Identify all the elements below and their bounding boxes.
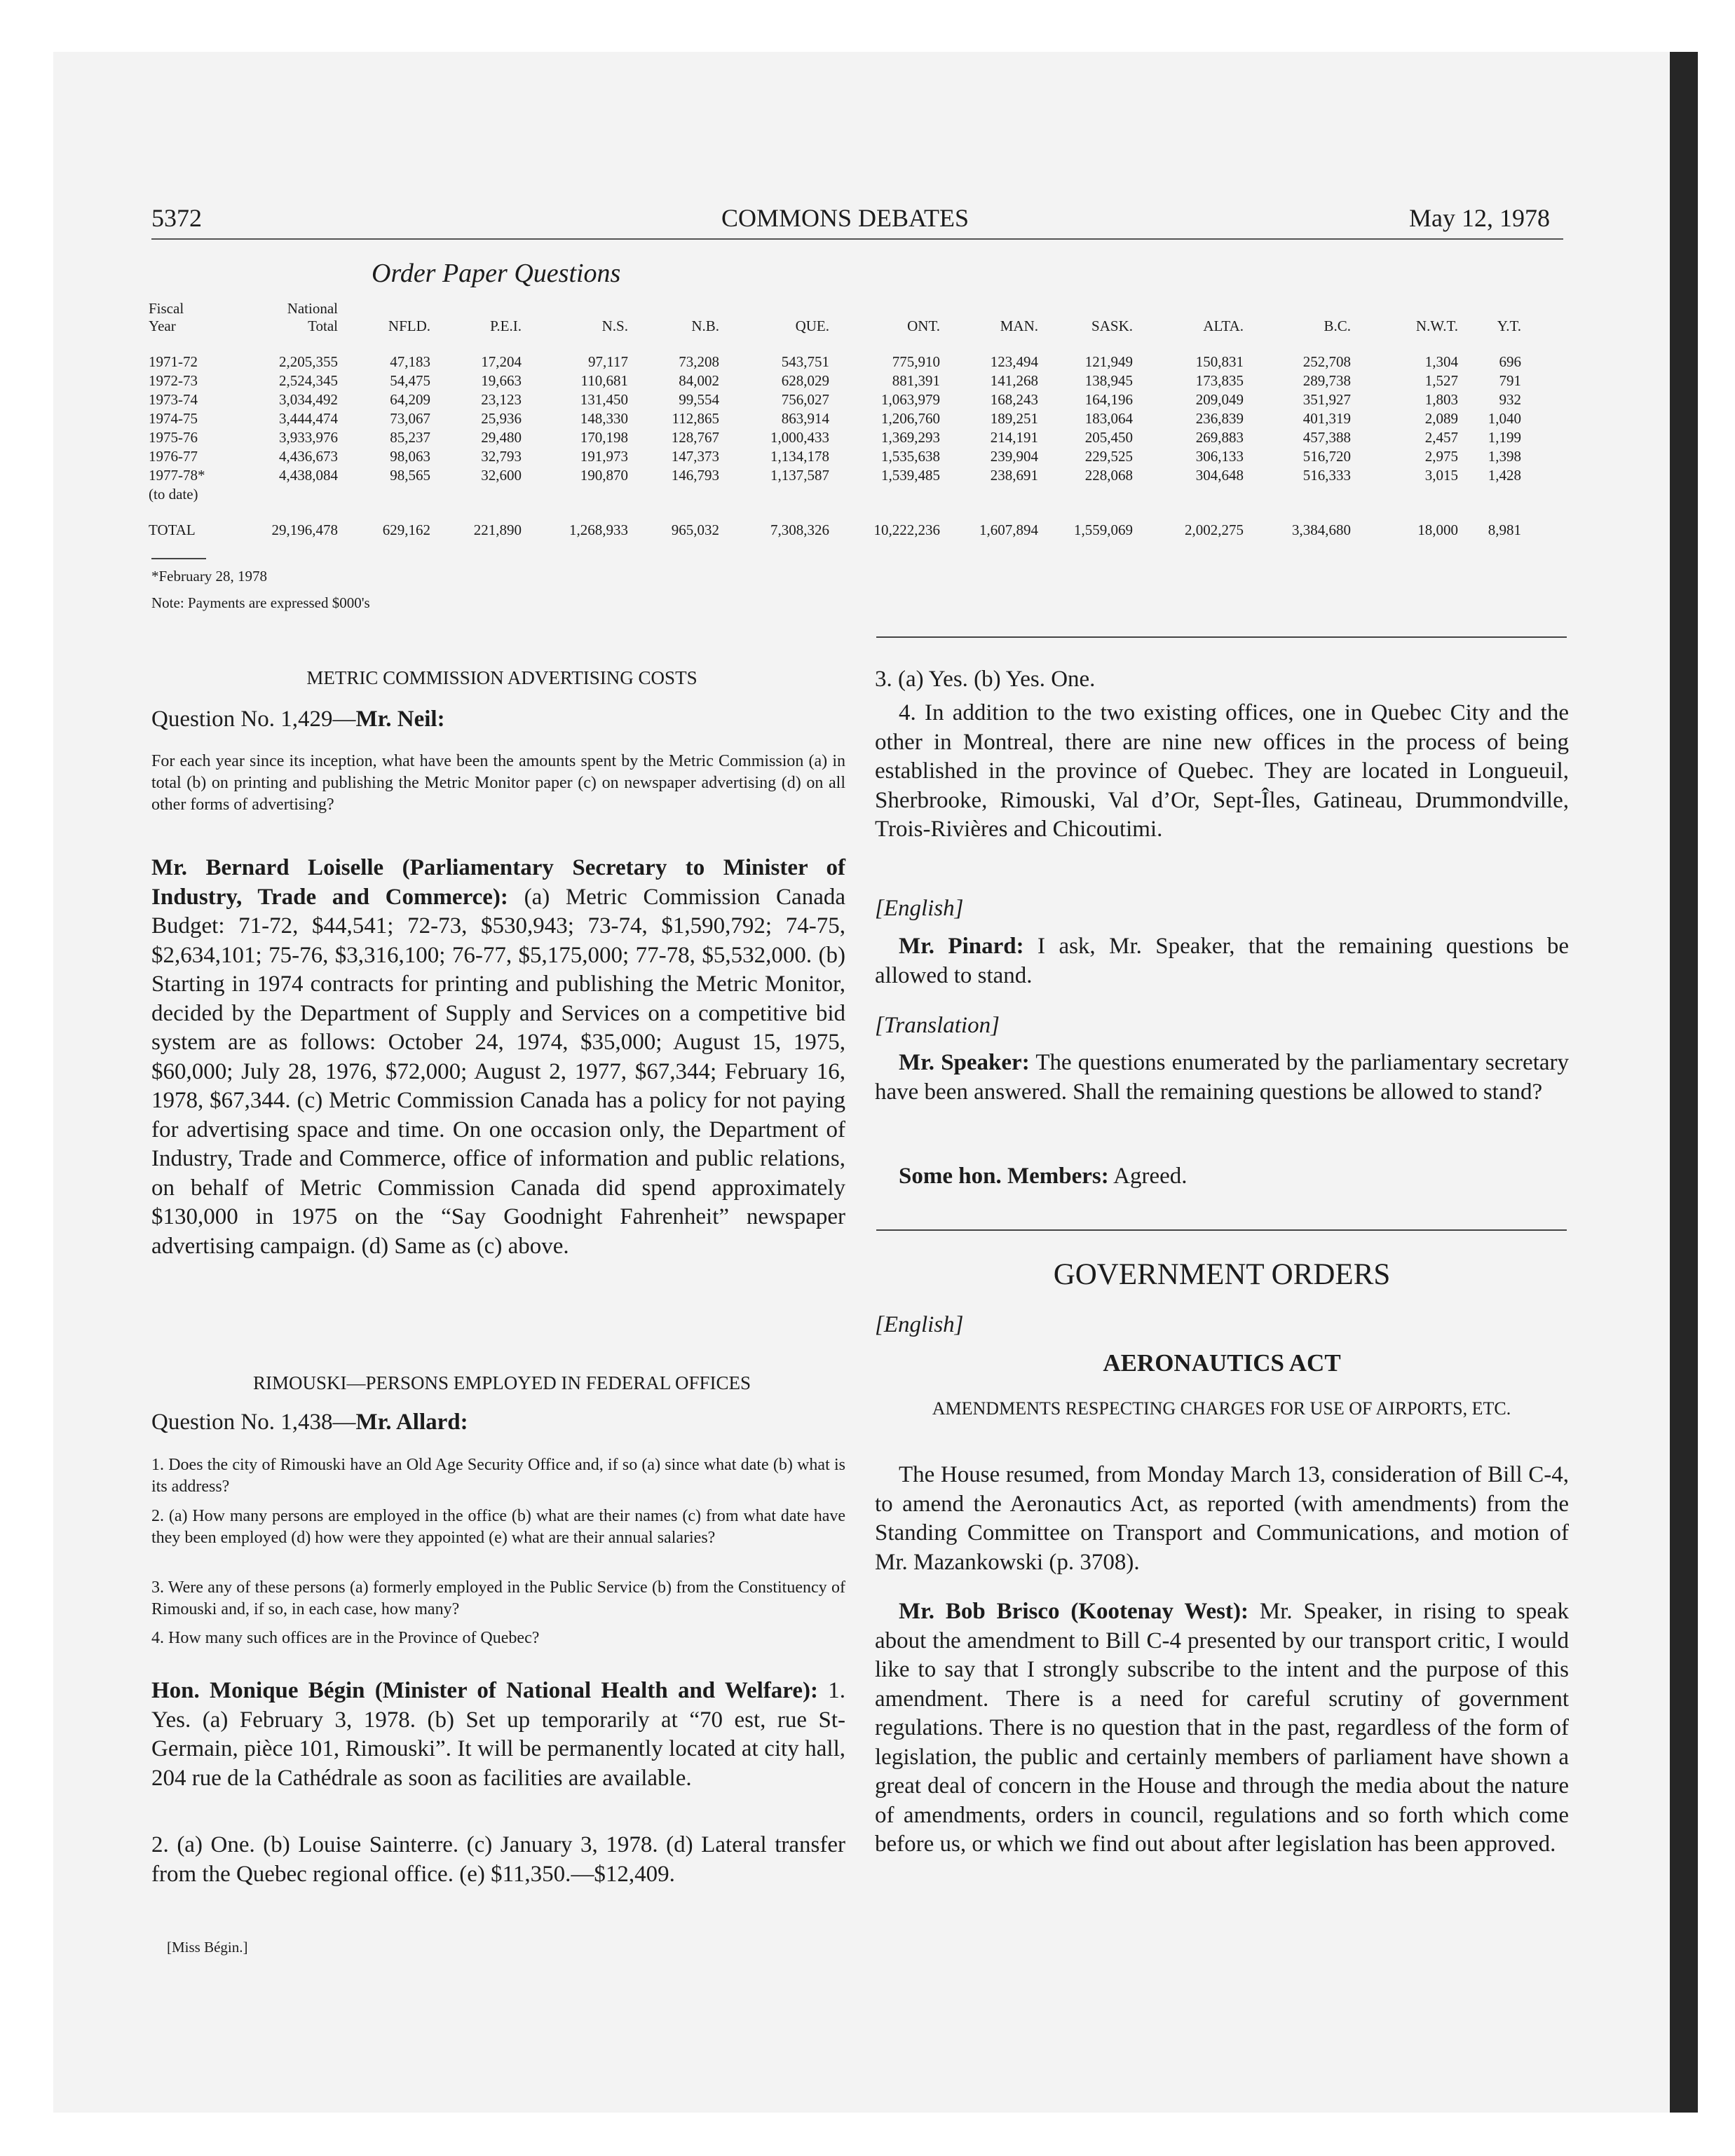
value-cell bbox=[338, 484, 430, 503]
value-cell: 3,444,474 bbox=[279, 410, 338, 427]
table-header-cell: Y.T. bbox=[1497, 318, 1521, 334]
value-cell: 1,559,069 bbox=[1074, 521, 1133, 538]
answer-1438-part1 bbox=[151, 1677, 845, 1793]
value-cell: 4,438,084 bbox=[279, 467, 338, 484]
value-cell: 1,199 bbox=[1488, 429, 1521, 446]
value-cell bbox=[430, 484, 522, 503]
bill-subtitle: AMENDMENTS RESPECTING CHARGES FOR USE OF AIRPORTS, ETC. bbox=[932, 1398, 1511, 1419]
value-cell: 209,049 bbox=[1195, 391, 1244, 408]
table-header-cell: ONT. bbox=[907, 318, 940, 334]
value-cell: 99,554 bbox=[679, 391, 719, 408]
scan-edge-shadow bbox=[1670, 52, 1698, 2113]
statement-text: I ask, Mr. Speaker, that the remaining questions be allowed to stand. bbox=[875, 934, 1569, 988]
value-cell: 3,933,976 bbox=[279, 429, 338, 446]
speaker-statement bbox=[875, 1049, 1569, 1107]
value-cell: 32,600 bbox=[481, 467, 522, 484]
value-cell: 148,330 bbox=[580, 410, 628, 427]
table-header-cell: N.S. bbox=[601, 318, 628, 334]
value-cell: 98,063 bbox=[390, 448, 430, 465]
row-label-cell: TOTAL bbox=[149, 521, 196, 538]
value-cell: 17,204 bbox=[481, 353, 522, 370]
footnote-date: *February 28, 1978 bbox=[151, 568, 268, 585]
table-header-cell: SASK. bbox=[1091, 318, 1133, 334]
value-cell: 98,565 bbox=[390, 467, 430, 484]
value-cell: 881,391 bbox=[892, 372, 940, 389]
language-tag: [English] bbox=[875, 1312, 964, 1337]
table-row bbox=[149, 484, 1521, 503]
table-row bbox=[149, 371, 1521, 390]
section-heading-rimouski: RIMOUSKI—PERSONS EMPLOYED IN FEDERAL OFFICES bbox=[252, 1372, 751, 1393]
row-label-cell: 1976-77 bbox=[149, 448, 198, 465]
page-number: 5372 bbox=[151, 204, 202, 232]
value-cell: 457,388 bbox=[1302, 429, 1351, 446]
bill-title: AERONAUTICS ACT bbox=[1103, 1349, 1341, 1377]
answer-1438-part2: 2. (a) One. (b) Louise Sainterre. (c) January 3, 1978. (d) Lateral transfer from the Quebec regional office. (e) $11,350.—$12,409. bbox=[151, 1832, 845, 1887]
value-cell: 239,904 bbox=[990, 448, 1038, 465]
value-cell: 1,000,433 bbox=[770, 429, 829, 446]
header-rule bbox=[151, 238, 1563, 240]
value-cell: 138,945 bbox=[1084, 372, 1133, 389]
value-cell: 628,029 bbox=[781, 372, 829, 389]
statement-text: Agreed. bbox=[1113, 1164, 1188, 1189]
section-divider-rule bbox=[876, 1229, 1567, 1231]
value-cell: 2,975 bbox=[1424, 448, 1458, 465]
column-divider-rule bbox=[876, 636, 1567, 638]
value-cell: 238,691 bbox=[990, 467, 1038, 484]
table-header-cell: P.E.I. bbox=[490, 318, 522, 334]
pinard-statement bbox=[875, 932, 1569, 990]
house-resumed-text: The House resumed, from Monday March 13, consideration of Bill C-4, to amend the Aeronautics Act, as reported (with amendments) from the Standing Committee on Transport and Communications, and motion of Mr. Mazankowski (p. 3708). bbox=[875, 1462, 1569, 1575]
value-cell: 1,369,293 bbox=[881, 429, 940, 446]
value-cell: 141,268 bbox=[990, 372, 1038, 389]
question-number: Question No. 1,429— bbox=[151, 707, 356, 732]
speaker-name: Mr. Bob Brisco (Kootenay West): bbox=[899, 1599, 1248, 1624]
footnote-payments: Note: Payments are expressed $000's bbox=[151, 594, 370, 611]
language-tag: [English] bbox=[875, 896, 964, 921]
page-footer: [Miss Bégin.] bbox=[167, 1939, 248, 1956]
value-cell: 170,198 bbox=[580, 429, 628, 446]
value-cell: 516,720 bbox=[1302, 448, 1351, 465]
value-cell: 775,910 bbox=[892, 353, 940, 370]
value-cell: 1,040 bbox=[1488, 410, 1521, 427]
question-1438-item: 2. (a) How many persons are employed in the office (b) what are their names (c) from what date have they been employed (d) how were they appointed (e) what are their annual salaries? bbox=[151, 1507, 845, 1547]
value-cell bbox=[940, 484, 1038, 503]
table-header-cell: ALTA. bbox=[1203, 318, 1244, 334]
value-cell: 146,793 bbox=[671, 467, 719, 484]
value-cell: 2,205,355 bbox=[279, 353, 338, 370]
table-header-cell: Fiscal Year bbox=[149, 300, 184, 334]
value-cell: 32,793 bbox=[481, 448, 522, 465]
value-cell: 236,839 bbox=[1195, 410, 1244, 427]
question-1429-text: For each year since its inception, what have been the amounts spent by the Metric Commission (a) in total (b) on printing and publishing the Metric Monitor paper (c) on newspaper advertising (d) on all other forms of advertising? bbox=[151, 752, 845, 814]
value-cell: 84,002 bbox=[679, 372, 719, 389]
question-1438-heading bbox=[151, 1410, 468, 1435]
value-cell: 1,803 bbox=[1424, 391, 1458, 408]
section-heading-government-orders: GOVERNMENT ORDERS bbox=[1053, 1258, 1391, 1291]
value-cell: 863,914 bbox=[781, 410, 829, 427]
row-label-cell: 1975-76 bbox=[149, 429, 198, 446]
answer-1429 bbox=[151, 854, 845, 1261]
member-name: Mr. Neil: bbox=[355, 707, 445, 732]
value-cell: 128,767 bbox=[671, 429, 719, 446]
speaker-name: Hon. Monique Bégin (Minister of National Health and Welfare): bbox=[151, 1678, 818, 1703]
value-cell: 150,831 bbox=[1195, 353, 1244, 370]
value-cell: 64,209 bbox=[390, 391, 430, 408]
answer-text: (a) Metric Commission Canada Budget: 71-72, $44,541; 72-73, $530,943; 73-74, $1,590,792; 74-75, $2,634,101; 75-76, $3,316,100; 76-77, $5,175,000; 77-78, $5,532,000. (b) Starting in 1974 contracts for printing and publishing the Metric Monitor, decided by the Department of Supply and Services on a competitive bid system are as follows: October 24, 1974, $35,000; August 15, 1975, $60,000; July 28, 1976, $72,000; August 2, 1977, $67,344; February 16, 1978, $67,344. (c) Metric Commission Canada has a policy for not paying for advertising space and time. On one occasion only, the Department of Industry, Trade and Commerce, office of information and public relations, on behalf of Metric Commission Canada did spend approximately $130,000 in 1975 on the “Say Goodnight Fahrenheit” newspaper advertising campaign. (d) Same as (c) above. bbox=[151, 884, 845, 1259]
table-row bbox=[149, 446, 1521, 465]
value-cell: 190,870 bbox=[580, 467, 628, 484]
table-header-cell: NFLD. bbox=[388, 318, 430, 334]
payments-table bbox=[149, 293, 1521, 539]
value-cell: 29,480 bbox=[481, 429, 522, 446]
value-cell: 306,133 bbox=[1195, 448, 1244, 465]
table-row bbox=[149, 390, 1521, 409]
value-cell bbox=[1351, 484, 1458, 503]
row-label-cell: 1972-73 bbox=[149, 372, 198, 389]
value-cell: 228,068 bbox=[1084, 467, 1133, 484]
table-row bbox=[149, 409, 1521, 428]
row-label-cell: 1973-74 bbox=[149, 391, 198, 408]
value-cell: 3,034,492 bbox=[279, 391, 338, 408]
value-cell: 1,063,979 bbox=[881, 391, 940, 408]
statement-text: The questions enumerated by the parliamentary secretary have been answered. Shall the remaining questions be allowed to stand? bbox=[875, 1050, 1569, 1105]
value-cell: 3,384,680 bbox=[1292, 521, 1351, 538]
value-cell: 123,494 bbox=[990, 353, 1038, 370]
table-header-cell: N.B. bbox=[691, 318, 719, 334]
value-cell: 7,308,326 bbox=[770, 521, 829, 538]
value-cell bbox=[1038, 484, 1133, 503]
value-cell: 1,134,178 bbox=[770, 448, 829, 465]
value-cell: 23,123 bbox=[481, 391, 522, 408]
value-cell: 1,206,760 bbox=[881, 410, 940, 427]
value-cell: 2,457 bbox=[1424, 429, 1458, 446]
table-header-cell: National Total bbox=[287, 300, 338, 334]
table-row bbox=[149, 428, 1521, 446]
value-cell: 221,890 bbox=[473, 521, 522, 538]
value-cell: 269,883 bbox=[1195, 429, 1244, 446]
table-header-cell: MAN. bbox=[1000, 318, 1038, 334]
value-cell bbox=[719, 484, 829, 503]
value-cell: 147,373 bbox=[671, 448, 719, 465]
speech-text: Mr. Speaker, in rising to speak about the amendment to Bill C-4 presented by our transport critic, I would like to say that I strongly subscribe to the intent and the purpose of this amendment. There is a need for careful scrutiny of government regulations. There is no question that in the past, regardless of the form of legislation, the public and certainly members of parliament have shown a great deal of concern in the House and through the media about the nature of amendments, orders in council, regulations and so forth which come before us, or which we find out about after legislation has been approved. bbox=[875, 1599, 1569, 1857]
question-number: Question No. 1,438— bbox=[151, 1410, 356, 1435]
row-label-cell: (to date) bbox=[149, 486, 198, 503]
value-cell: 47,183 bbox=[390, 353, 430, 370]
table-title: Order Paper Questions bbox=[372, 259, 621, 288]
value-cell: 1,268,933 bbox=[569, 521, 628, 538]
value-cell: 97,117 bbox=[588, 353, 628, 370]
value-cell: 629,162 bbox=[382, 521, 430, 538]
speaker-name: Mr. Pinard: bbox=[899, 934, 1024, 959]
value-cell: 173,835 bbox=[1195, 372, 1244, 389]
answer-1438-part3: 3. (a) Yes. (b) Yes. One. bbox=[875, 667, 1096, 692]
value-cell: 205,450 bbox=[1084, 429, 1133, 446]
value-cell: 164,196 bbox=[1084, 391, 1133, 408]
value-cell: 1,137,587 bbox=[770, 467, 829, 484]
value-cell: 965,032 bbox=[671, 521, 719, 538]
value-cell: 191,973 bbox=[580, 448, 628, 465]
table-header-cell: B.C. bbox=[1324, 318, 1351, 334]
value-cell: 1,539,485 bbox=[881, 467, 940, 484]
value-cell bbox=[522, 484, 628, 503]
value-cell: 19,663 bbox=[481, 372, 522, 389]
value-cell: 131,450 bbox=[580, 391, 628, 408]
speaker-name: Mr. Bernard Loiselle (Parliamentary Secretary to Minister of Industry, Trade and Commerce): bbox=[151, 855, 845, 910]
value-cell: 791 bbox=[1499, 372, 1521, 389]
table-row bbox=[149, 465, 1521, 484]
value-cell: 189,251 bbox=[990, 410, 1038, 427]
value-cell: 756,027 bbox=[781, 391, 829, 408]
value-cell: 25,936 bbox=[481, 410, 522, 427]
value-cell: 1,428 bbox=[1488, 467, 1521, 484]
question-1438-item: 1. Does the city of Rimouski have an Old Age Security Office and, if so (a) since what date (b) what is its address? bbox=[151, 1456, 845, 1496]
table-header-row bbox=[149, 293, 1521, 336]
value-cell: 2,089 bbox=[1424, 410, 1458, 427]
value-cell: 168,243 bbox=[990, 391, 1038, 408]
member-name: Mr. Allard: bbox=[355, 1410, 468, 1435]
table-total-row bbox=[149, 503, 1521, 539]
row-label-cell: 1977-78* bbox=[149, 467, 205, 484]
question-1429-heading bbox=[151, 707, 445, 732]
value-cell: 29,196,478 bbox=[271, 521, 338, 538]
value-cell: 1,304 bbox=[1424, 353, 1458, 370]
value-cell: 304,648 bbox=[1195, 467, 1244, 484]
value-cell: 112,865 bbox=[672, 410, 719, 427]
value-cell: 73,067 bbox=[390, 410, 430, 427]
value-cell: 1,535,638 bbox=[881, 448, 940, 465]
page-title: COMMONS DEBATES bbox=[721, 204, 969, 232]
value-cell bbox=[1133, 484, 1244, 503]
value-cell: 696 bbox=[1499, 353, 1521, 370]
value-cell: 2,002,275 bbox=[1185, 521, 1244, 538]
value-cell: 932 bbox=[1499, 391, 1521, 408]
value-cell: 1,398 bbox=[1488, 448, 1521, 465]
brisco-speech bbox=[875, 1597, 1569, 1860]
value-cell: 110,681 bbox=[580, 372, 628, 389]
page-date: May 12, 1978 bbox=[1409, 204, 1550, 232]
answer-text: 1. Yes. (a) February 3, 1978. (b) Set up temporarily at “70 est, rue St-Germain, pièce 101, Rimouski”. It will be permanently located at city hall, 204 rue de la Cathédrale as soon as facilities are available. bbox=[151, 1678, 845, 1791]
value-cell: 4,436,673 bbox=[279, 448, 338, 465]
value-cell: 214,191 bbox=[990, 429, 1038, 446]
table-row bbox=[149, 336, 1521, 371]
value-cell: 121,949 bbox=[1084, 353, 1133, 370]
value-cell: 401,319 bbox=[1302, 410, 1351, 427]
value-cell bbox=[236, 484, 338, 503]
members-response bbox=[875, 1162, 1569, 1192]
value-cell: 351,927 bbox=[1302, 391, 1351, 408]
value-cell: 1,527 bbox=[1424, 372, 1458, 389]
value-cell: 10,222,236 bbox=[873, 521, 940, 538]
value-cell: 252,708 bbox=[1302, 353, 1351, 370]
row-label-cell: 1971-72 bbox=[149, 353, 198, 370]
table-header-cell: N.W.T. bbox=[1415, 318, 1458, 334]
table-header-cell: QUE. bbox=[795, 318, 829, 334]
footnote-rule bbox=[151, 558, 206, 559]
row-label-cell: 1974-75 bbox=[149, 410, 198, 427]
speaker-name: Mr. Speaker: bbox=[899, 1050, 1030, 1075]
value-cell: 183,064 bbox=[1084, 410, 1133, 427]
value-cell bbox=[1244, 484, 1351, 503]
value-cell: 1,607,894 bbox=[979, 521, 1038, 538]
value-cell: 229,525 bbox=[1084, 448, 1133, 465]
value-cell bbox=[829, 484, 940, 503]
question-1438-item: 3. Were any of these persons (a) formerly employed in the Public Service (b) from the Constituency of Rimouski and, if so, in each case, how many? bbox=[151, 1578, 845, 1618]
speaker-name: Some hon. Members: bbox=[899, 1164, 1109, 1189]
value-cell: 289,738 bbox=[1302, 372, 1351, 389]
answer-1438-part4: 4. In addition to the two existing offices, one in Quebec City and the other in Montreal, there are nine new offices in the process of being established in the province of Quebec. They are located in Longueuil, Sherbrooke, Rimouski, Val d’Or, Sept-Îles, Gatineau, Drummondville, Trois-Rivières and Chicoutimi. bbox=[875, 700, 1569, 842]
value-cell: 2,524,345 bbox=[279, 372, 338, 389]
value-cell: 54,475 bbox=[390, 372, 430, 389]
value-cell bbox=[628, 484, 719, 503]
value-cell: 3,015 bbox=[1424, 467, 1458, 484]
value-cell: 85,237 bbox=[390, 429, 430, 446]
value-cell bbox=[1458, 484, 1521, 503]
value-cell: 516,333 bbox=[1302, 467, 1351, 484]
value-cell: 543,751 bbox=[781, 353, 829, 370]
language-tag: [Translation] bbox=[875, 1013, 1000, 1038]
question-1438-item: 4. How many such offices are in the Province of Quebec? bbox=[151, 1629, 540, 1647]
value-cell: 18,000 bbox=[1417, 521, 1458, 538]
section-heading-metric: METRIC COMMISSION ADVERTISING COSTS bbox=[306, 667, 698, 688]
value-cell: 8,981 bbox=[1488, 521, 1521, 538]
value-cell: 73,208 bbox=[679, 353, 719, 370]
